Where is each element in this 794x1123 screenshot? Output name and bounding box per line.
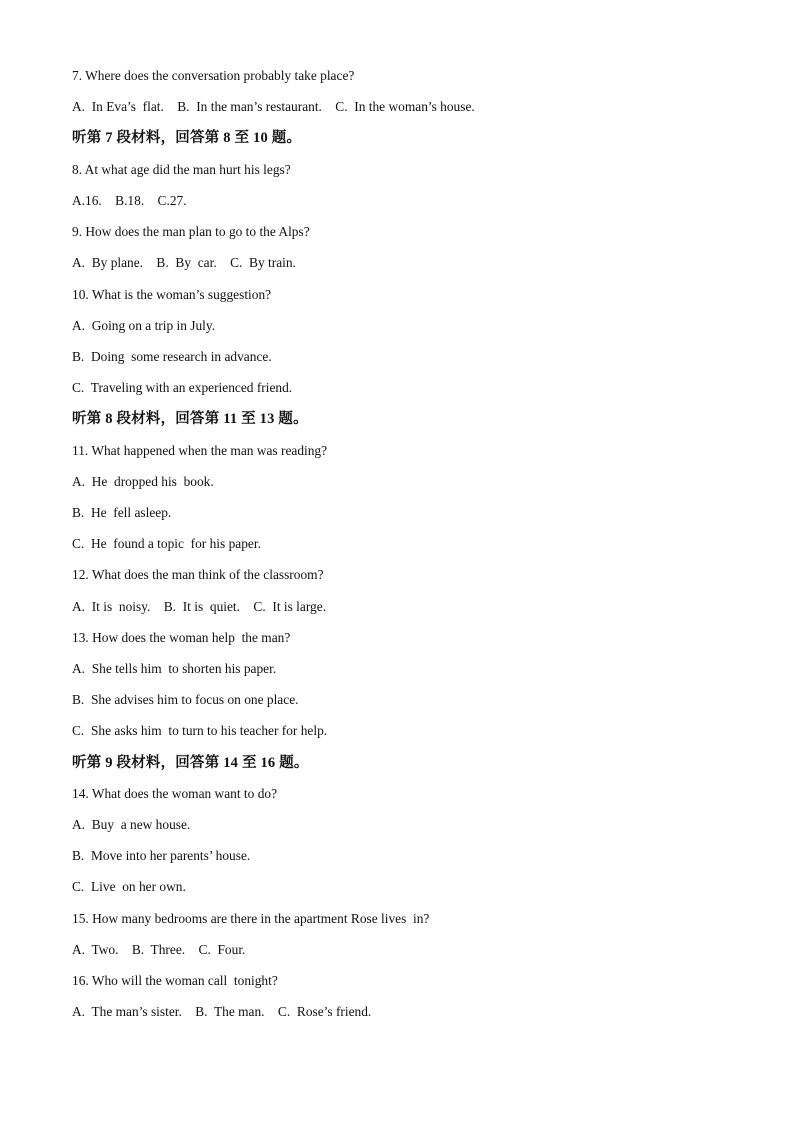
question-13-option-b: B. She advises him to focus on one place. <box>72 692 299 707</box>
question-13-option-a: A. She tells him to shorten his paper. <box>72 661 277 676</box>
question-11-option-a: A. He dropped his book. <box>72 474 214 489</box>
question-14: 14. What does the woman want to do? <box>72 786 278 801</box>
question-10-option-a: A. Going on a trip in July. <box>72 318 216 333</box>
question-15-options: A. Two. B. Three. C. Four. <box>72 942 246 957</box>
question-8: 8. At what age did the man hurt his legs? <box>72 162 291 177</box>
question-11-option-c: C. He found a topic for his paper. <box>72 536 261 551</box>
question-9-options: A. By plane. B. By car. C. By train. <box>72 255 296 270</box>
question-7: 7. Where does the conversation probably take place? <box>72 68 355 83</box>
question-12: 12. What does the man think of the classroom? <box>72 567 324 582</box>
question-11-option-b: B. He fell asleep. <box>72 505 172 520</box>
section-heading-7: 听第 7 段材料，回答第 8 至 10 题。 <box>72 130 302 146</box>
question-9: 9. How does the man plan to go to the Alps? <box>72 224 310 239</box>
question-13: 13. How does the woman help the man? <box>72 630 291 645</box>
question-7-options: A. In Eva’s flat. B. In the man’s restaurant. C. In the woman’s house. <box>72 99 475 114</box>
question-15: 15. How many bedrooms are there in the apartment Rose lives in? <box>72 911 430 926</box>
question-10-option-c: C. Traveling with an experienced friend. <box>72 380 293 395</box>
section-heading-8: 听第 8 段材料，回答第 11 至 13 题。 <box>72 411 308 427</box>
question-14-option-b: B. Move into her parents’ house. <box>72 848 251 863</box>
section-heading-9: 听第 9 段材料，回答第 14 至 16 题。 <box>72 755 309 771</box>
question-12-options: A. It is noisy. B. It is quiet. C. It is large. <box>72 599 327 614</box>
question-8-options: A.16. B.18. C.27. <box>72 193 187 208</box>
question-14-option-c: C. Live on her own. <box>72 879 186 894</box>
question-16: 16. Who will the woman call tonight? <box>72 973 278 988</box>
question-16-options: A. The man’s sister. B. The man. C. Rose’s friend. <box>72 1004 372 1019</box>
question-13-option-c: C. She asks him to turn to his teacher for help. <box>72 723 328 738</box>
question-11: 11. What happened when the man was reading? <box>72 443 328 458</box>
question-14-option-a: A. Buy a new house. <box>72 817 191 832</box>
question-10-option-b: B. Doing some research in advance. <box>72 349 272 364</box>
question-10: 10. What is the woman’s suggestion? <box>72 287 272 302</box>
